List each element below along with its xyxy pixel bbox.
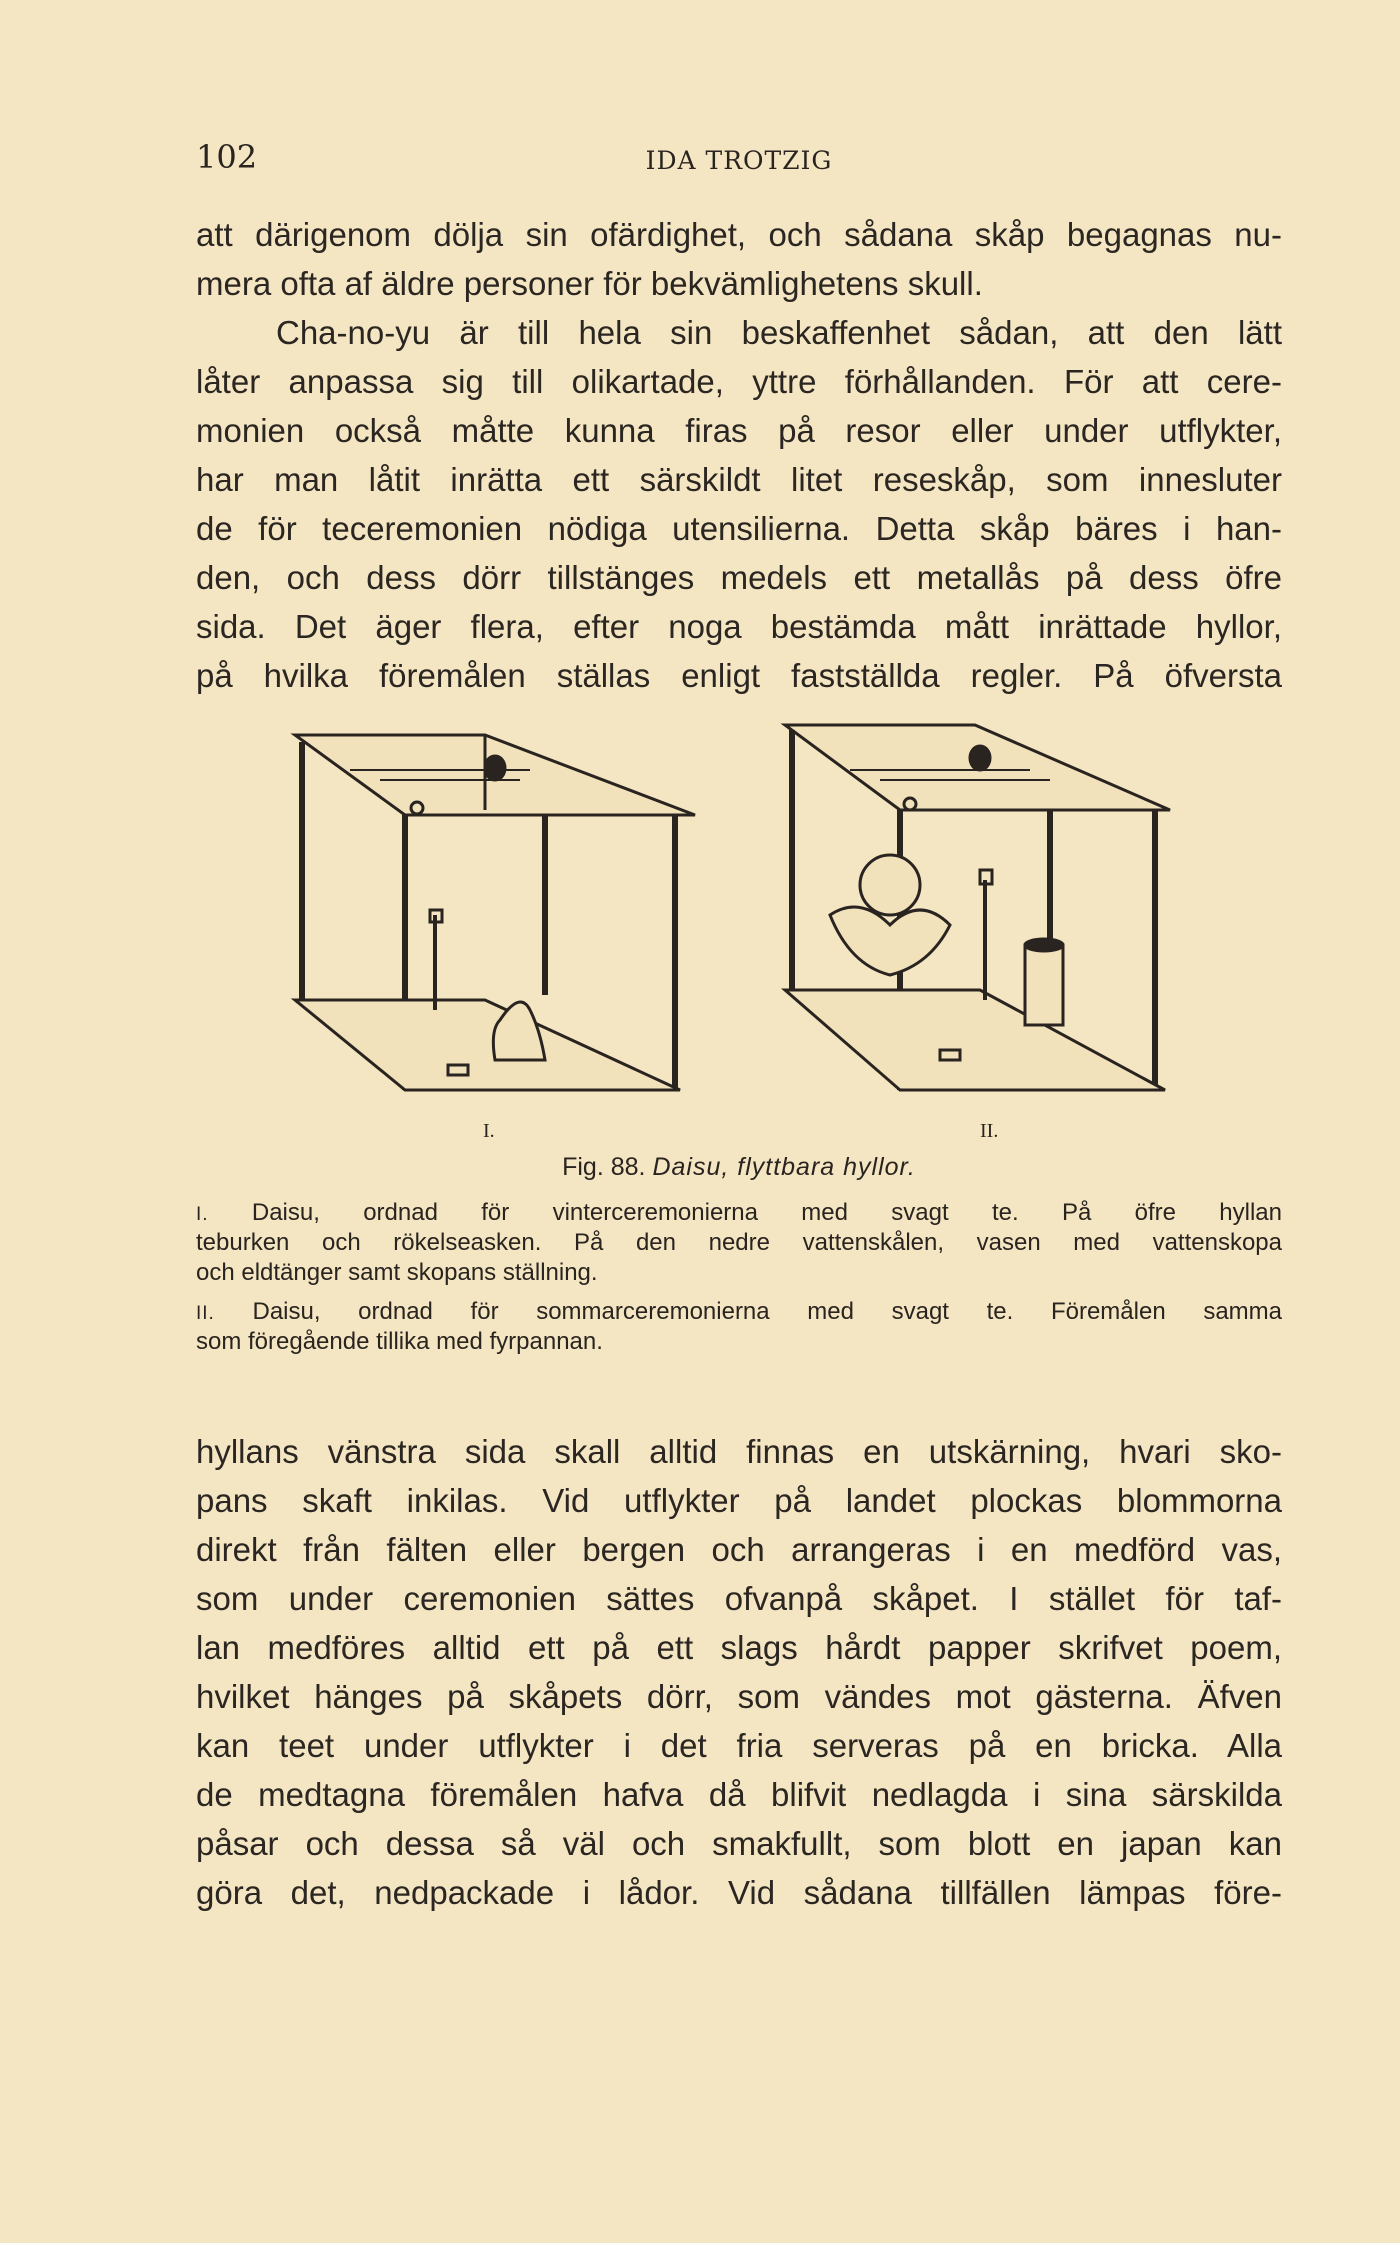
- text-line: göra det, nedpackade i lådor. Vid sådana tillfällen lämpas före-: [196, 1874, 1282, 1911]
- caption-number: I.: [196, 1204, 209, 1225]
- text-line: monien också måtte kunna firas på resor eller under utflykter,: [196, 412, 1282, 449]
- figure-label-i: I.: [483, 1120, 495, 1142]
- text-line: mera ofta af äldre personer för bekvämlighetens skull.: [196, 265, 983, 302]
- text-line: de för teceremonien nödiga utensilierna. Detta skåp bäres i han-: [196, 510, 1282, 547]
- text-line: låter anpassa sig till olikartade, yttre förhållanden. För att cere-: [196, 363, 1282, 400]
- figure-caption-title: [196, 1153, 1282, 1182]
- figure-caption-ii: [196, 1297, 1282, 1357]
- caption-line: och eldtänger samt skopans ställning.: [196, 1259, 598, 1286]
- caption-line: [196, 1198, 1282, 1228]
- text-line: Cha-no-yu är till hela sin beskaffenhet sådan, att den lätt: [276, 314, 1282, 351]
- figure-caption-i: [196, 1198, 1282, 1288]
- figure-label-ii: II.: [980, 1120, 999, 1142]
- caption-number: II.: [196, 1303, 215, 1324]
- page-number: 102: [196, 138, 258, 176]
- text-line: att därigenom dölja sin ofärdighet, och sådana skåp begagnas nu-: [196, 216, 1282, 253]
- text-line: sida. Det äger flera, efter noga bestämda mått inrättade hyllor,: [196, 608, 1282, 645]
- daisu-cabinet-2: [785, 725, 1170, 1090]
- body-text-bottom: [196, 1427, 1282, 1917]
- text-line: påsar och dessa så väl och smakfullt, som blott en japan kan: [196, 1825, 1282, 1862]
- text-line: som under ceremonien sättes ofvanpå skåpet. I stället för taf-: [196, 1580, 1282, 1617]
- text-line: hvilket hänges på skåpets dörr, som vändes mot gästerna. Äfven: [196, 1678, 1282, 1715]
- caption-text: Daisu, ordnad för sommarceremonierna med svagt te. Föremålen samma: [252, 1298, 1282, 1325]
- text-line: pans skaft inkilas. Vid utflykter på landet plockas blommorna: [196, 1482, 1282, 1519]
- figure-daisu-illustration: [290, 720, 1190, 1140]
- figure-number: Fig. 88.: [562, 1153, 646, 1181]
- running-head: IDA TROTZIG: [645, 146, 833, 175]
- caption-line: som föregående tillika med fyrpannan.: [196, 1328, 603, 1355]
- text-line: de medtagna föremålen hafva då blifvit nedlagda i sina särskilda: [196, 1776, 1282, 1813]
- caption-line: teburken och rökelseasken. På den nedre vattenskålen, vasen med vattenskopa: [196, 1229, 1282, 1256]
- text-line: kan teet under utflykter i det fria serveras på en bricka. Alla: [196, 1727, 1282, 1764]
- text-line: har man låtit inrätta ett särskildt litet reseskåp, som innesluter: [196, 461, 1282, 498]
- caption-line: [196, 1297, 1282, 1327]
- text-line: direkt från fälten eller bergen och arrangeras i en medförd vas,: [196, 1531, 1282, 1568]
- figure-title: Daisu, flyttbara hyllor.: [652, 1153, 916, 1181]
- text-line: lan medföres alltid ett på ett slags hårdt papper skrifvet poem,: [196, 1629, 1282, 1666]
- daisu-drawing: [290, 720, 1190, 1120]
- caption-text: Daisu, ordnad för vinterceremonierna med svagt te. På öfre hyllan: [251, 1199, 1282, 1226]
- text-line: hyllans vänstra sida skall alltid finnas en utskärning, hvari sko-: [196, 1433, 1282, 1470]
- text-line: på hvilka föremålen ställas enligt fastställda regler. På öfversta: [196, 657, 1282, 694]
- text-line: den, och dess dörr tillstänges medels ett metallås på dess öfre: [196, 559, 1282, 596]
- daisu-cabinet-1: [295, 735, 695, 1090]
- page-header: [196, 138, 1282, 182]
- body-text-top: [196, 210, 1282, 700]
